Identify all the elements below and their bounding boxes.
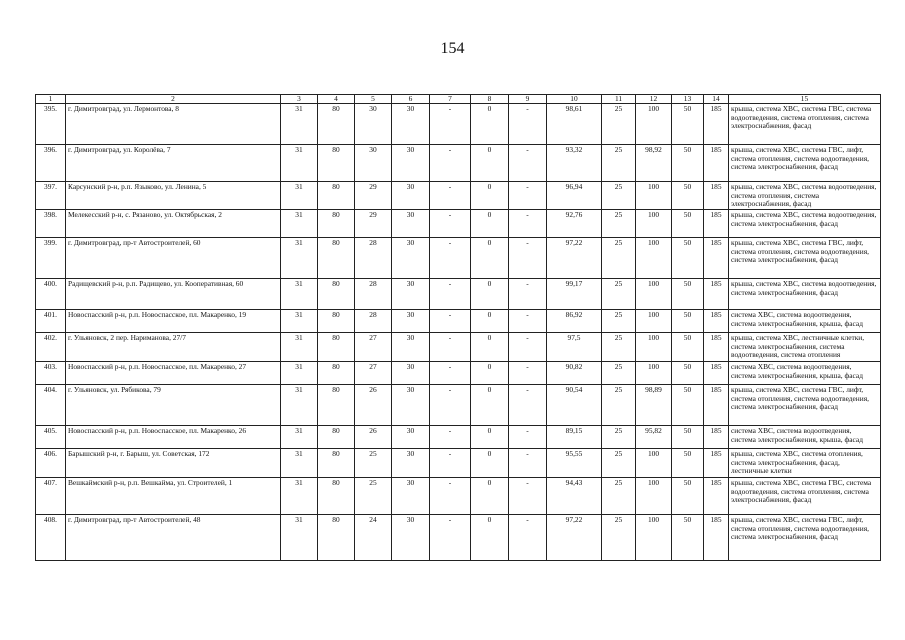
col5-cell: 27 — [355, 362, 392, 385]
col6-cell: 30 — [392, 210, 430, 238]
row-number-cell: 396. — [36, 145, 66, 182]
col6-cell: 30 — [392, 515, 430, 561]
address-cell: г. Димитровград, ул. Лермонтова, 8 — [66, 104, 281, 145]
col12-cell: 100 — [636, 333, 672, 362]
works-cell: система ХВС, система водоотведения, система электроснабжения, крыша, фасад — [729, 426, 881, 449]
row-number-cell: 400. — [36, 279, 66, 310]
col4-cell: 80 — [318, 362, 355, 385]
col10-cell: 99,17 — [547, 279, 602, 310]
row-number-cell: 397. — [36, 182, 66, 210]
col14-cell: 185 — [704, 182, 729, 210]
table-row — [36, 104, 881, 145]
col14-cell: 185 — [704, 333, 729, 362]
col11-cell: 25 — [602, 210, 636, 238]
col3-cell: 31 — [281, 210, 318, 238]
column-number-header: 8 — [471, 95, 509, 104]
row-number-cell: 403. — [36, 362, 66, 385]
col4-cell: 80 — [318, 426, 355, 449]
col8-cell: 0 — [471, 310, 509, 333]
col14-cell: 185 — [704, 238, 729, 279]
col12-cell: 100 — [636, 238, 672, 279]
col4-cell: 80 — [318, 449, 355, 478]
address-cell: г. Димитровград, пр-т Автостроителей, 48 — [66, 515, 281, 561]
col7-cell: - — [430, 362, 471, 385]
works-cell: крыша, система ХВС, система отопления, система электроснабжения, фасад, лестничные клетки — [729, 449, 881, 478]
col11-cell: 25 — [602, 478, 636, 515]
col10-cell: 97,5 — [547, 333, 602, 362]
col10-cell: 86,92 — [547, 310, 602, 333]
works-cell: система ХВС, система водоотведения, система электроснабжения, крыша, фасад — [729, 362, 881, 385]
col12-cell: 100 — [636, 310, 672, 333]
row-number-cell: 402. — [36, 333, 66, 362]
col11-cell: 25 — [602, 145, 636, 182]
col4-cell: 80 — [318, 333, 355, 362]
col11-cell: 25 — [602, 515, 636, 561]
col10-cell: 89,15 — [547, 426, 602, 449]
col6-cell: 30 — [392, 426, 430, 449]
col7-cell: - — [430, 182, 471, 210]
table-row — [36, 333, 881, 362]
col8-cell: 0 — [471, 385, 509, 426]
col6-cell: 30 — [392, 310, 430, 333]
col9-cell: - — [509, 426, 547, 449]
col10-cell: 90,82 — [547, 362, 602, 385]
col13-cell: 50 — [672, 385, 704, 426]
col4-cell: 80 — [318, 145, 355, 182]
column-number-header: 14 — [704, 95, 729, 104]
table-row — [36, 310, 881, 333]
col5-cell: 28 — [355, 238, 392, 279]
col13-cell: 50 — [672, 238, 704, 279]
col9-cell: - — [509, 333, 547, 362]
works-cell: крыша, система ХВС, система ГВС, лифт, система отопления, система водоотведения, система электроснабжения, фасад — [729, 515, 881, 561]
column-number-header: 10 — [547, 95, 602, 104]
col12-cell: 100 — [636, 449, 672, 478]
col12-cell: 100 — [636, 279, 672, 310]
col13-cell: 50 — [672, 210, 704, 238]
col9-cell: - — [509, 478, 547, 515]
col6-cell: 30 — [392, 333, 430, 362]
col14-cell: 185 — [704, 145, 729, 182]
col13-cell: 50 — [672, 478, 704, 515]
col12-cell: 100 — [636, 478, 672, 515]
column-number-header: 1 — [36, 95, 66, 104]
col5-cell: 29 — [355, 210, 392, 238]
col6-cell: 30 — [392, 279, 430, 310]
column-number-header: 3 — [281, 95, 318, 104]
col9-cell: - — [509, 182, 547, 210]
row-number-cell: 405. — [36, 426, 66, 449]
col11-cell: 25 — [602, 279, 636, 310]
col7-cell: - — [430, 426, 471, 449]
column-number-header: 12 — [636, 95, 672, 104]
table-row — [36, 182, 881, 210]
works-cell: крыша, система ХВС, система ГВС, лифт, система отопления, система водоотведения, система электроснабжения, фасад — [729, 238, 881, 279]
col10-cell: 93,32 — [547, 145, 602, 182]
col5-cell: 30 — [355, 104, 392, 145]
col5-cell: 26 — [355, 426, 392, 449]
col13-cell: 50 — [672, 362, 704, 385]
col14-cell: 185 — [704, 104, 729, 145]
col7-cell: - — [430, 515, 471, 561]
address-cell: Мелекесский р-н, с. Рязаново, ул. Октябрьская, 2 — [66, 210, 281, 238]
col14-cell: 185 — [704, 478, 729, 515]
col13-cell: 50 — [672, 104, 704, 145]
col14-cell: 185 — [704, 449, 729, 478]
col6-cell: 30 — [392, 238, 430, 279]
col9-cell: - — [509, 362, 547, 385]
col14-cell: 185 — [704, 362, 729, 385]
col6-cell: 30 — [392, 362, 430, 385]
col13-cell: 50 — [672, 145, 704, 182]
col10-cell: 97,22 — [547, 238, 602, 279]
col11-cell: 25 — [602, 310, 636, 333]
table-row — [36, 210, 881, 238]
address-cell: г. Димитровград, пр-т Автостроителей, 60 — [66, 238, 281, 279]
row-number-cell: 404. — [36, 385, 66, 426]
address-cell: г. Димитровград, ул. Королёва, 7 — [66, 145, 281, 182]
works-cell: крыша, система ХВС, система водоотведения, система электроснабжения, фасад — [729, 279, 881, 310]
works-cell: крыша, система ХВС, лестничные клетки, система электроснабжения, система водоотведения, система отопления — [729, 333, 881, 362]
col6-cell: 30 — [392, 104, 430, 145]
row-number-cell: 398. — [36, 210, 66, 238]
address-cell: Новоспасский р-н, р.п. Новоспасское, пл. Макаренко, 19 — [66, 310, 281, 333]
column-number-header: 6 — [392, 95, 430, 104]
col12-cell: 98,89 — [636, 385, 672, 426]
col12-cell: 100 — [636, 210, 672, 238]
col9-cell: - — [509, 238, 547, 279]
col3-cell: 31 — [281, 182, 318, 210]
col5-cell: 25 — [355, 478, 392, 515]
col9-cell: - — [509, 279, 547, 310]
table-row — [36, 426, 881, 449]
col6-cell: 30 — [392, 182, 430, 210]
col13-cell: 50 — [672, 279, 704, 310]
row-number-cell: 401. — [36, 310, 66, 333]
col3-cell: 31 — [281, 478, 318, 515]
col4-cell: 80 — [318, 385, 355, 426]
col11-cell: 25 — [602, 362, 636, 385]
address-cell: Карсунский р-н, р.п. Языково, ул. Ленина, 5 — [66, 182, 281, 210]
col5-cell: 28 — [355, 310, 392, 333]
column-number-header: 9 — [509, 95, 547, 104]
col12-cell: 100 — [636, 182, 672, 210]
col11-cell: 25 — [602, 333, 636, 362]
col3-cell: 31 — [281, 238, 318, 279]
col8-cell: 0 — [471, 333, 509, 362]
column-number-row — [36, 95, 881, 104]
works-cell: крыша, система ХВС, система ГВС, лифт, система отопления, система водоотведения, система электроснабжения, фасад — [729, 145, 881, 182]
column-number-header: 7 — [430, 95, 471, 104]
col4-cell: 80 — [318, 515, 355, 561]
table-row — [36, 478, 881, 515]
works-cell: система ХВС, система водоотведения, система электроснабжения, крыша, фасад — [729, 310, 881, 333]
row-number-cell: 395. — [36, 104, 66, 145]
col10-cell: 97,22 — [547, 515, 602, 561]
col8-cell: 0 — [471, 449, 509, 478]
works-cell: крыша, система ХВС, система водоотведения, система отопления, система электроснабжения, фасад — [729, 182, 881, 210]
col5-cell: 28 — [355, 279, 392, 310]
address-cell: Новоспасский р-н, р.п. Новоспасское, пл. Макаренко, 27 — [66, 362, 281, 385]
col6-cell: 30 — [392, 449, 430, 478]
col7-cell: - — [430, 385, 471, 426]
col5-cell: 24 — [355, 515, 392, 561]
col14-cell: 185 — [704, 279, 729, 310]
col7-cell: - — [430, 333, 471, 362]
col3-cell: 31 — [281, 515, 318, 561]
address-cell: г. Ульяновск, ул. Рябикова, 79 — [66, 385, 281, 426]
works-cell: крыша, система ХВС, система водоотведения, система электроснабжения, фасад — [729, 210, 881, 238]
column-number-header: 13 — [672, 95, 704, 104]
col10-cell: 96,94 — [547, 182, 602, 210]
table-row — [36, 385, 881, 426]
col4-cell: 80 — [318, 238, 355, 279]
col10-cell: 94,43 — [547, 478, 602, 515]
col11-cell: 25 — [602, 104, 636, 145]
col7-cell: - — [430, 478, 471, 515]
col7-cell: - — [430, 104, 471, 145]
col8-cell: 0 — [471, 362, 509, 385]
page-number: 154 — [440, 40, 465, 57]
col6-cell: 30 — [392, 478, 430, 515]
col5-cell: 29 — [355, 182, 392, 210]
col11-cell: 25 — [602, 426, 636, 449]
col13-cell: 50 — [672, 449, 704, 478]
col4-cell: 80 — [318, 279, 355, 310]
col6-cell: 30 — [392, 385, 430, 426]
col3-cell: 31 — [281, 426, 318, 449]
row-number-cell: 406. — [36, 449, 66, 478]
col4-cell: 80 — [318, 182, 355, 210]
column-number-header: 4 — [318, 95, 355, 104]
col14-cell: 185 — [704, 210, 729, 238]
col11-cell: 25 — [602, 238, 636, 279]
table-row — [36, 515, 881, 561]
col5-cell: 26 — [355, 385, 392, 426]
table-body — [36, 104, 881, 561]
col12-cell: 98,92 — [636, 145, 672, 182]
col14-cell: 185 — [704, 515, 729, 561]
col3-cell: 31 — [281, 333, 318, 362]
col13-cell: 50 — [672, 333, 704, 362]
col4-cell: 80 — [318, 478, 355, 515]
col9-cell: - — [509, 145, 547, 182]
address-cell: Новоспасский р-н, р.п. Новоспасское, пл. Макаренко, 26 — [66, 426, 281, 449]
address-cell: Барышский р-н, г. Барыш, ул. Советская, 172 — [66, 449, 281, 478]
column-number-header: 11 — [602, 95, 636, 104]
table-row — [36, 362, 881, 385]
col13-cell: 50 — [672, 515, 704, 561]
table-row — [36, 279, 881, 310]
col3-cell: 31 — [281, 310, 318, 333]
row-number-cell: 407. — [36, 478, 66, 515]
works-cell: крыша, система ХВС, система ГВС, лифт, система отопления, система водоотведения, система электроснабжения, фасад — [729, 385, 881, 426]
row-number-cell: 399. — [36, 238, 66, 279]
col8-cell: 0 — [471, 145, 509, 182]
col12-cell: 100 — [636, 515, 672, 561]
col14-cell: 185 — [704, 426, 729, 449]
col6-cell: 30 — [392, 145, 430, 182]
col8-cell: 0 — [471, 104, 509, 145]
address-cell: г. Ульяновск, 2 пер. Нариманова, 27/7 — [66, 333, 281, 362]
col8-cell: 0 — [471, 238, 509, 279]
col7-cell: - — [430, 145, 471, 182]
col13-cell: 50 — [672, 310, 704, 333]
col10-cell: 90,54 — [547, 385, 602, 426]
col12-cell: 95,82 — [636, 426, 672, 449]
col9-cell: - — [509, 210, 547, 238]
col3-cell: 31 — [281, 449, 318, 478]
table-row — [36, 145, 881, 182]
works-cell: крыша, система ХВС, система ГВС, система водоотведения, система отопления, система электроснабжения, фасад — [729, 478, 881, 515]
col8-cell: 0 — [471, 182, 509, 210]
col9-cell: - — [509, 104, 547, 145]
col12-cell: 100 — [636, 362, 672, 385]
col5-cell: 27 — [355, 333, 392, 362]
col7-cell: - — [430, 238, 471, 279]
col14-cell: 185 — [704, 385, 729, 426]
col5-cell: 30 — [355, 145, 392, 182]
col11-cell: 25 — [602, 449, 636, 478]
col13-cell: 50 — [672, 182, 704, 210]
col4-cell: 80 — [318, 210, 355, 238]
col3-cell: 31 — [281, 279, 318, 310]
col8-cell: 0 — [471, 279, 509, 310]
col9-cell: - — [509, 515, 547, 561]
col7-cell: - — [430, 449, 471, 478]
col8-cell: 0 — [471, 478, 509, 515]
col4-cell: 80 — [318, 310, 355, 333]
col10-cell: 95,55 — [547, 449, 602, 478]
col3-cell: 31 — [281, 145, 318, 182]
col3-cell: 31 — [281, 362, 318, 385]
col3-cell: 31 — [281, 385, 318, 426]
col10-cell: 92,76 — [547, 210, 602, 238]
address-cell: Вешкаймский р-н, р.п. Вешкайма, ул. Строителей, 1 — [66, 478, 281, 515]
col10-cell: 98,61 — [547, 104, 602, 145]
registry-table — [35, 94, 881, 561]
address-cell: Радищевский р-н, р.п. Радищево, ул. Кооперативная, 60 — [66, 279, 281, 310]
column-number-header: 15 — [729, 95, 881, 104]
col4-cell: 80 — [318, 104, 355, 145]
col9-cell: - — [509, 385, 547, 426]
col7-cell: - — [430, 279, 471, 310]
column-number-header: 2 — [66, 95, 281, 104]
row-number-cell: 408. — [36, 515, 66, 561]
col7-cell: - — [430, 210, 471, 238]
col8-cell: 0 — [471, 210, 509, 238]
col8-cell: 0 — [471, 515, 509, 561]
col9-cell: - — [509, 449, 547, 478]
column-number-header: 5 — [355, 95, 392, 104]
col11-cell: 25 — [602, 385, 636, 426]
col7-cell: - — [430, 310, 471, 333]
col8-cell: 0 — [471, 426, 509, 449]
works-cell: крыша, система ХВС, система ГВС, система водоотведения, система отопления, система электроснабжения, фасад — [729, 104, 881, 145]
table-row — [36, 238, 881, 279]
col9-cell: - — [509, 310, 547, 333]
col14-cell: 185 — [704, 310, 729, 333]
col3-cell: 31 — [281, 104, 318, 145]
col12-cell: 100 — [636, 104, 672, 145]
col5-cell: 25 — [355, 449, 392, 478]
col11-cell: 25 — [602, 182, 636, 210]
col13-cell: 50 — [672, 426, 704, 449]
table-row — [36, 449, 881, 478]
